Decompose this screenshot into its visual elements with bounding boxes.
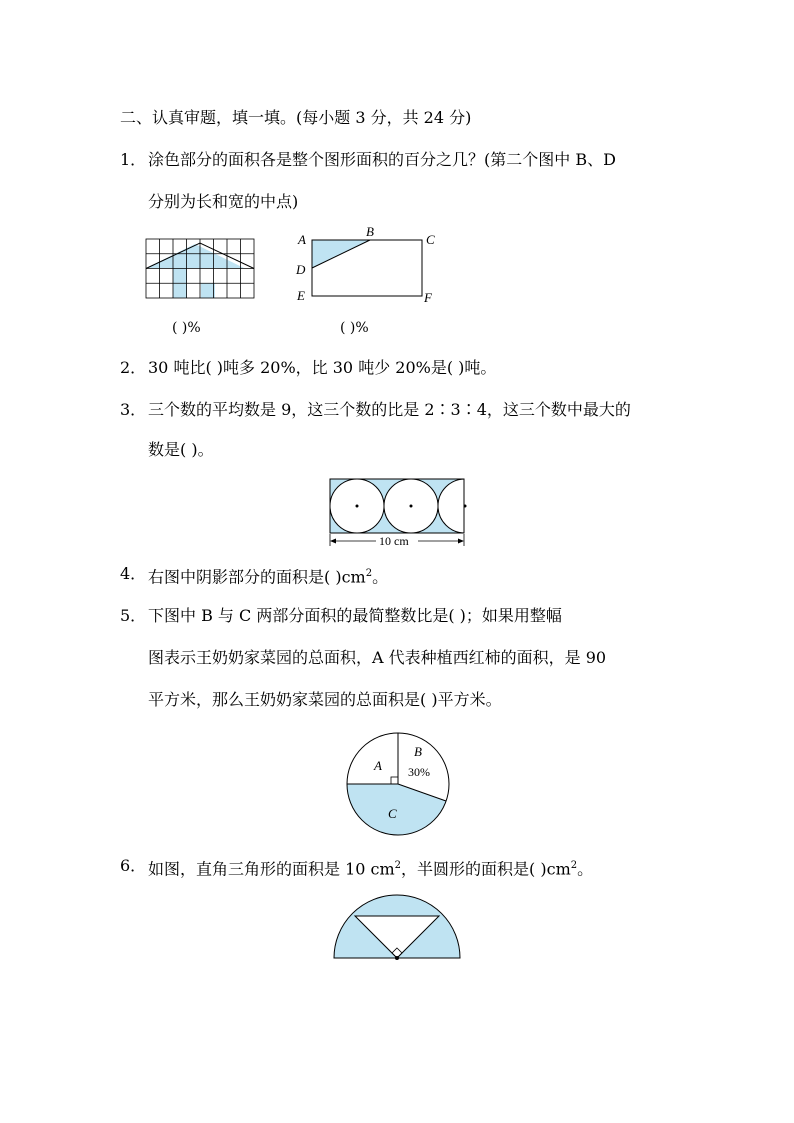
q2-line-1: 30 吨比( )吨多 20%，比 30 吨少 20%是( )吨。 (148, 358, 497, 377)
pie-label-b: B (414, 744, 422, 759)
q5-pie-figure (342, 728, 454, 840)
q3-line-2: 数是( )。 (148, 440, 214, 459)
q1-grid-figure (140, 238, 260, 304)
q4-circles-figure (326, 476, 470, 548)
label-c: C (426, 232, 435, 247)
q5-number: 5． (120, 606, 147, 625)
q1-number: 1． (120, 150, 147, 169)
q4-line-1: 右图中阴影部分的面积是( )$cm^2$。 (148, 567, 389, 587)
q6-semicircle-figure (330, 888, 464, 964)
pie-label-b-pct: 30% (408, 765, 430, 779)
label-d: D (296, 262, 306, 277)
q1-line-1: 涂色部分的面积各是整个图形面积的百分之几？(第二个图中 B、D (148, 150, 616, 169)
q1-answer-1: ( )% (172, 320, 201, 336)
section-title: 二、认真审题，填一填。(每小题 3 分，共 24 分) (120, 108, 472, 127)
label-e: E (297, 288, 305, 303)
label-b: B (366, 224, 374, 239)
pie-label-c: C (388, 806, 397, 821)
label-f: F (424, 290, 432, 305)
q3-number: 3． (120, 400, 147, 419)
q5-line-3: 平方米，那么王奶奶家菜园的总面积是( )平方米。 (148, 690, 502, 709)
q2-number: 2． (120, 358, 147, 377)
q1-rectangle-figure (290, 224, 440, 306)
q5-line-2: 图表示王奶奶家菜园的总面积，A 代表种植西红柿的面积，是 90 (148, 648, 607, 667)
q6-number: 6． (120, 856, 147, 875)
dim-label: 10 cm (379, 534, 409, 548)
q1-line-2: 分别为长和宽的中点) (148, 192, 299, 211)
q5-line-1: 下图中 B 与 C 两部分面积的最简整数比是( )；如果用整幅 (148, 606, 562, 625)
q6-line-1: 如图，直角三角形的面积是 10 $cm^2$，半圆形的面积是( )$cm^2$。 (148, 859, 594, 879)
q1-answer-2: ( )% (340, 320, 369, 336)
pie-label-a: A (374, 758, 382, 773)
q4-number: 4． (120, 564, 147, 583)
q3-line-1: 三个数的平均数是 9，这三个数的比是 2∶3∶4，这三个数中最大的 (148, 400, 631, 419)
label-a: A (298, 232, 306, 247)
